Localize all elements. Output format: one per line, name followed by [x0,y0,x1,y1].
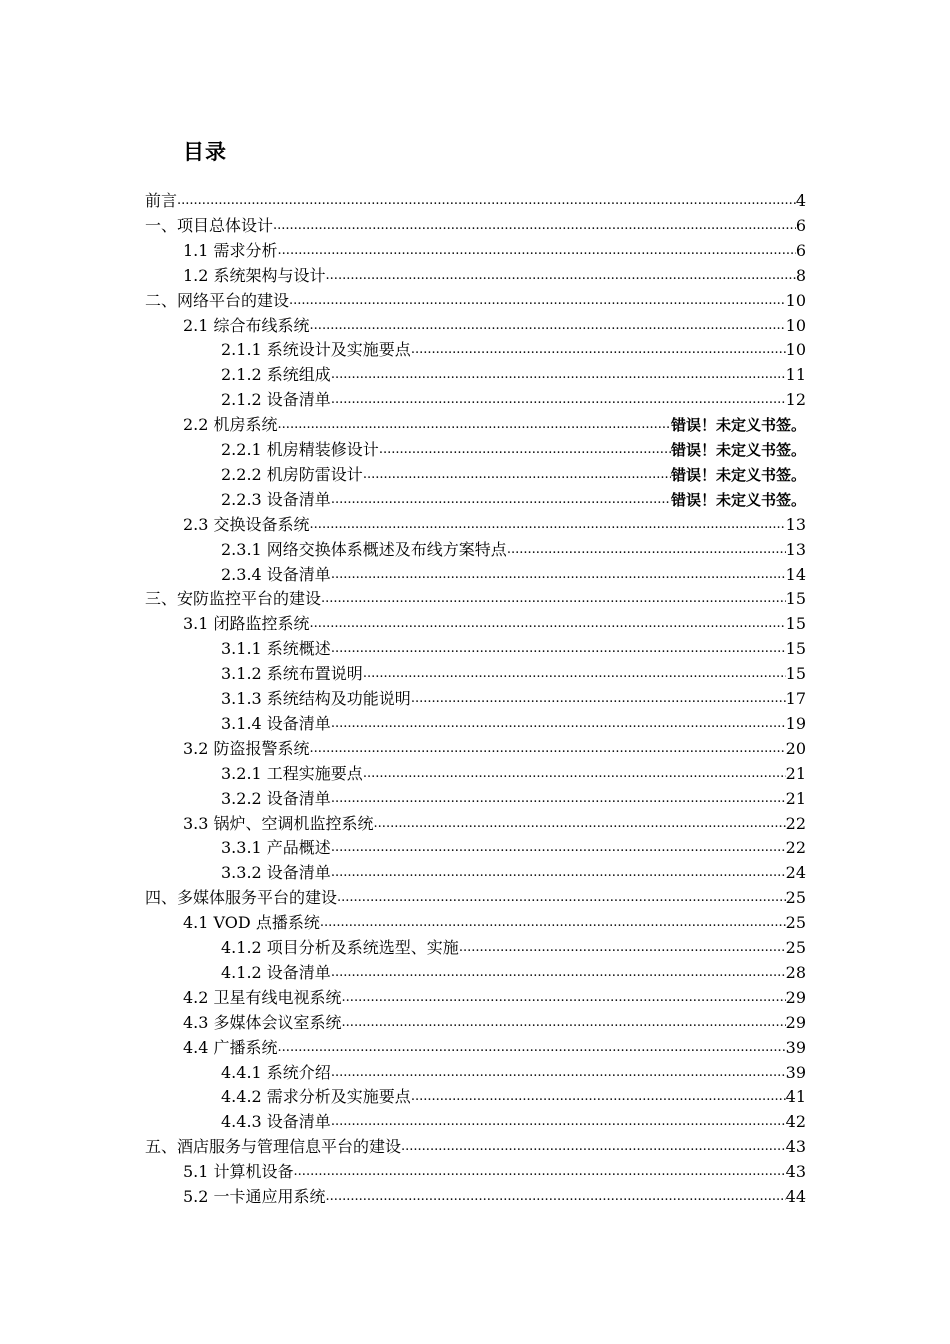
toc-entry-page-number: 42 [785,1112,806,1132]
toc-entry-label: 2.1.1 系统设计及实施要点 [221,340,411,360]
toc-dot-leader [278,241,796,261]
toc-entry-error-message: 错误！未定义书签。 [670,441,806,459]
toc-entry[interactable] [183,1183,806,1207]
toc-entry[interactable] [221,660,806,684]
toc-dot-leader [331,789,786,809]
toc-entry-page-number: 10 [785,340,806,360]
toc-entry-label: 3.3.1 产品概述 [221,838,331,858]
toc-entry[interactable] [221,561,806,585]
toc-entry-page-number: 25 [785,913,806,933]
toc-entry[interactable] [145,212,806,236]
toc-entry[interactable] [183,1034,806,1058]
toc-dot-leader [331,1063,786,1083]
toc-dot-leader [363,764,786,784]
toc-dot-leader [326,266,796,286]
toc-entry-label: 2.1.2 系统组成 [221,365,331,385]
toc-entry-page-number: 43 [785,1162,806,1182]
toc-dot-leader [294,1162,786,1182]
toc-entry[interactable] [221,1108,806,1132]
toc-dot-leader [331,714,786,734]
toc-dot-leader [411,689,786,709]
toc-entry[interactable] [183,610,806,634]
toc-entry-label: 3.3 锅炉、空调机监控系统 [183,813,374,833]
toc-entry-label: 四、多媒体服务平台的建设 [145,888,338,908]
toc-dot-leader [331,838,786,858]
toc-dot-leader [310,614,786,634]
toc-entry-page-number: 10 [785,290,806,310]
toc-dot-leader [310,316,786,336]
toc-dot-leader [326,1187,786,1207]
toc-entry-page-number: 15 [785,639,806,659]
toc-entry[interactable] [183,735,806,759]
toc-dot-leader [342,1013,786,1033]
toc-entry[interactable] [183,312,806,336]
toc-dot-leader [363,465,671,485]
toc-entry[interactable] [183,262,806,286]
toc-entry-label: 4.4 广播系统 [183,1037,278,1057]
toc-entry-label: 4.1 VOD 点播系统 [183,913,320,933]
toc-entry[interactable] [183,237,806,261]
toc-dot-leader [374,814,786,834]
toc-entry[interactable] [183,909,806,933]
toc-entry[interactable] [183,1009,806,1033]
toc-entry-page-number: 39 [785,1037,806,1057]
toc-entry-page-number: 20 [785,738,806,758]
toc-entry-label: 2.3.1 网络交换体系概述及布线方案特点 [221,539,507,559]
toc-entry[interactable] [221,760,806,784]
toc-entry[interactable] [221,934,806,958]
toc-entry-label: 1.1 需求分析 [183,240,278,260]
toc-entry-page-number: 15 [785,614,806,634]
toc-dot-leader [342,988,786,1008]
toc-entry-label: 2.2.1 机房精装修设计 [221,440,379,459]
toc-entry-page-number: 41 [785,1087,806,1107]
toc-entry-page-number: 43 [785,1137,806,1157]
toc-entry[interactable] [145,287,806,311]
toc-entry[interactable] [145,1133,806,1157]
toc-entry-label: 3.1.2 系统布置说明 [221,664,363,684]
toc-entry-label: 前言 [145,191,178,210]
toc-entry-label: 5.2 一卡通应用系统 [183,1187,326,1206]
toc-entry-page-number: 44 [785,1187,806,1206]
toc-entry-label: 4.3 多媒体会议室系统 [183,1012,342,1032]
toc-entry[interactable] [221,386,806,410]
toc-entry[interactable] [183,810,806,834]
toc-entry-label: 一、项目总体设计 [145,215,274,235]
toc-dot-leader [273,216,796,236]
toc-entry-error-message: 错误！未定义书签。 [670,465,806,484]
toc-entry-label: 3.2.1 工程实施要点 [221,763,363,783]
toc-dot-leader [331,390,786,410]
toc-dot-leader [401,1137,786,1157]
toc-dot-leader [278,1038,786,1058]
toc-dot-leader [177,191,796,211]
toc-entry-page-number: 21 [785,788,806,808]
toc-entry-label: 1.2 系统架构与设计 [183,265,326,285]
toc-entry-page-number: 28 [785,962,806,982]
toc-entry-label: 3.2 防盗报警系统 [183,738,310,758]
toc-entry-label: 2.1.2 设备清单 [221,390,331,410]
toc-entry[interactable] [221,834,806,858]
toc-entry-label: 3.1.3 系统结构及功能说明 [221,689,411,708]
toc-entry-page-number: 24 [785,863,806,883]
toc-entry[interactable] [221,461,806,485]
toc-entry-label: 2.1 综合布线系统 [183,315,310,335]
toc-entry-error-message: 错误！未定义书签。 [670,490,806,509]
toc-entry[interactable] [221,710,806,734]
toc-entry-page-number: 29 [785,1012,806,1032]
toc-entry-page-number: 13 [785,514,806,534]
toc-entry-page-number: 13 [785,539,806,559]
toc-entry-page-number: 25 [785,938,806,957]
toc-entry-page-number: 15 [785,664,806,684]
toc-dot-leader [411,1087,786,1107]
toc-entry-label: 2.3.4 设备清单 [221,564,331,584]
toc-entry-label: 2.2 机房系统 [183,415,278,435]
toc-entry[interactable] [221,1083,806,1107]
toc-entry-page-number: 15 [785,589,806,609]
toc-entry-label: 3.1.1 系统概述 [221,639,331,659]
toc-entry[interactable] [221,486,806,510]
toc-entry-page-number: 6 [795,240,806,260]
toc-entry-label: 4.1.2 项目分析及系统选型、实施 [221,938,459,957]
toc-dot-leader [278,415,671,435]
toc-entry-page-number: 17 [785,689,806,708]
toc-entry-page-number: 14 [785,564,806,584]
toc-entry[interactable] [221,635,806,659]
toc-dot-leader [379,440,671,460]
toc-dot-leader [321,589,786,609]
toc-entry-page-number: 25 [785,888,806,908]
toc-entry-page-number: 19 [785,713,806,733]
toc-entry[interactable] [221,361,806,385]
toc-entry[interactable] [221,959,806,983]
toc-dot-leader [331,365,786,385]
toc-entry-label: 3.2.2 设备清单 [221,788,331,808]
toc-entry[interactable] [221,685,806,709]
toc-dot-leader [363,664,786,684]
toc-dot-leader [331,490,671,510]
toc-entry[interactable] [221,436,806,460]
toc-entry-label: 五、酒店服务与管理信息平台的建设 [145,1137,402,1157]
toc-entry-page-number: 39 [785,1062,806,1082]
toc-entry-label: 4.4.3 设备清单 [221,1112,331,1132]
toc-entry[interactable] [221,785,806,809]
toc-dot-leader [331,565,786,585]
toc-dot-leader [320,913,786,933]
toc-entry-page-number: 4 [795,191,806,210]
toc-entry[interactable] [221,336,806,360]
toc-entry-label: 3.1 闭路监控系统 [183,614,310,634]
toc-dot-leader [289,291,786,311]
toc-entry[interactable] [145,187,806,211]
toc-dot-leader [459,938,786,958]
toc-entry-label: 3.1.4 设备清单 [221,713,331,733]
toc-entry-label: 2.3 交换设备系统 [183,514,310,534]
toc-entry[interactable] [183,511,806,535]
toc-dot-leader [331,1112,786,1132]
toc-entry[interactable] [145,884,806,908]
toc-dot-leader [331,639,786,659]
toc-dot-leader [507,540,786,560]
toc-entry-label: 4.1.2 设备清单 [221,962,331,982]
toc-entry-label: 2.2.3 设备清单 [221,489,331,509]
toc-title: 目录 [183,139,227,164]
toc-entry-page-number: 21 [785,763,806,783]
toc-entry[interactable] [221,859,806,883]
toc-entry-label: 3.3.2 设备清单 [221,863,331,883]
toc-entry-page-number: 8 [795,265,806,285]
toc-dot-leader [331,963,786,983]
toc-entry-label: 三、安防监控平台的建设 [145,589,322,609]
toc-entry-label: 4.4.1 系统介绍 [221,1062,331,1082]
toc-dot-leader [411,340,786,360]
toc-entry-label: 5.1 计算机设备 [183,1162,294,1182]
toc-entry-page-number: 11 [785,365,806,385]
toc-entry-label: 4.2 卫星有线电视系统 [183,987,342,1007]
toc-entry-page-number: 12 [785,390,806,410]
toc-entry-label: 4.4.2 需求分析及实施要点 [221,1087,411,1107]
toc-dot-leader [331,863,786,883]
toc-entry-label: 2.2.2 机房防雷设计 [221,464,363,484]
toc-entry[interactable] [183,984,806,1008]
toc-dot-leader [337,888,786,908]
toc-entry-page-number: 22 [785,838,806,858]
toc-entry-page-number: 6 [795,215,806,235]
toc-dot-leader [310,739,786,759]
toc-dot-leader [310,515,786,535]
toc-entry-label: 二、网络平台的建设 [145,290,290,310]
toc-entry-page-number: 10 [785,315,806,335]
toc-entry[interactable] [183,411,806,435]
toc-entry-page-number: 29 [785,987,806,1007]
toc-entry[interactable] [183,1158,806,1182]
toc-entry-error-message: 错误！未定义书签。 [670,416,806,435]
toc-entry-page-number: 22 [785,813,806,833]
toc-entry[interactable] [145,585,806,609]
toc-entry[interactable] [221,1059,806,1083]
toc-entry[interactable] [221,536,806,560]
